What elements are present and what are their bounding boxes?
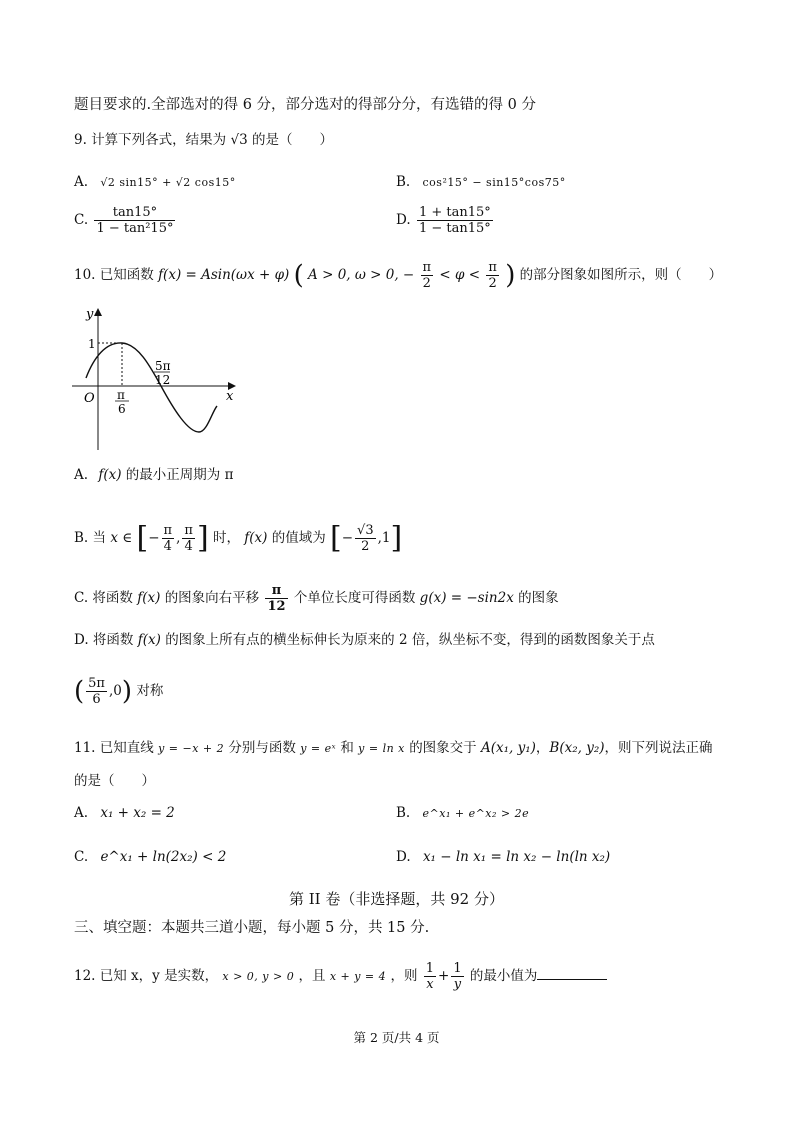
q11-stem-line2-text: 的是（ ） <box>74 773 155 789</box>
q12-frac2 <box>451 961 463 992</box>
q10-d-text: 的图象上所有点的横坐标伸长为原来的 2 倍，纵坐标不变，得到的函数图象关于点 <box>165 632 655 648</box>
q10-d-end: 对称 <box>136 683 164 699</box>
q11-stem-mid: 分别与函数 <box>228 740 296 756</box>
q11-c-label: C. <box>74 849 89 865</box>
q10-option-c <box>74 583 559 614</box>
q10-cond-pi: π <box>422 260 432 275</box>
q9-a-label: A. <box>74 174 89 190</box>
q11-a-expr: x₁ + x₂ = 2 <box>100 805 175 821</box>
q9-sqrt3: √3 <box>230 132 248 148</box>
q10-d-point-den: 6 <box>92 692 101 707</box>
q11-f1: y = eˣ <box>300 742 337 755</box>
q11-stem <box>74 742 713 756</box>
q11-d-label: D. <box>396 849 411 865</box>
q10-d-point-num: 5π <box>88 676 105 691</box>
q10-c-g: g(x) = −sin2x <box>419 590 514 606</box>
q11-option-a <box>74 807 175 821</box>
q12-plus: + <box>438 968 450 984</box>
q10-b-range-text: 的值域为 <box>271 530 326 546</box>
q11-point-a: A(x₁, y₁) <box>480 740 536 756</box>
q9-d-num: 1 + tan15° <box>418 205 491 220</box>
q9-c-den: 1 − tan²15° <box>96 221 174 236</box>
q9-stem-end: 的是（ ） <box>251 132 333 148</box>
q10-c-frac-den: 12 <box>267 599 286 614</box>
q10-b-rng-num: √3 <box>357 523 374 538</box>
q10-b-left-num: π <box>163 523 173 538</box>
q10-cond-2: 2 <box>422 276 431 291</box>
q10-stem-end: 的部分图象如图所示，则（ ） <box>519 267 723 283</box>
q10-d-point-frac <box>86 676 107 707</box>
page-footer <box>0 1028 793 1046</box>
q10-cond: A > 0, ω > 0, − <box>308 267 415 283</box>
q11-option-d <box>396 851 610 865</box>
zero-num: 5π <box>155 359 171 373</box>
q12-mid2: ，则 <box>390 968 418 984</box>
x-label: x <box>226 389 234 404</box>
q9-c-label: C. <box>74 212 89 228</box>
q11-stem-prefix: 11. 已知直线 <box>74 740 154 756</box>
q10-b-range-frac <box>355 523 376 554</box>
q10-d-point-end: ,0 <box>108 683 122 699</box>
q12-mid: ，且 <box>298 968 326 984</box>
q10-b-mid: 时， <box>212 530 240 546</box>
q10-b-fx: f(x) <box>244 530 268 546</box>
q10-d-fx: f(x) <box>137 632 161 648</box>
q9-option-c <box>74 205 177 236</box>
q12-cond1: x > 0, y > 0 <box>222 970 295 983</box>
q12-stem-text: 12. 已知 x，y 是实数， <box>74 968 219 984</box>
q10-a-text: 的最小正周期为 <box>125 467 221 483</box>
q10-cond-mid: < φ < <box>439 267 481 283</box>
q10-option-b: B. 当 x ∈ [− $\frac{\pi}{4}$ , $\frac{\pi}{4}$ ] 时， f(x) 的值域为 [− $\frac{√3}{2}$ ,1] <box>74 520 403 556</box>
q10-option-d <box>74 634 655 648</box>
q11-a-label: A. <box>74 805 89 821</box>
q10-cond-pi-2: π <box>488 260 497 275</box>
max-label: 1 <box>88 337 96 351</box>
header-note-text: 题目要求的.全部选对的得 6 分，部分选对的得部分分，有选错的得 0 分 <box>74 97 536 113</box>
q9-d-fraction <box>417 205 493 236</box>
q9-a-expr: √2 sin15° + √2 cos15° <box>100 176 236 189</box>
q10-option-a <box>74 469 233 483</box>
origin-label: O <box>84 391 95 406</box>
q10-b-left-frac <box>162 523 175 554</box>
q10-c-mid2: 个单位长度可得函数 <box>293 590 416 606</box>
q11-line-eq: y = −x + 2 <box>158 742 225 755</box>
q10-cond-frac2 <box>486 260 499 291</box>
q10-b-right-den: 4 <box>184 539 193 554</box>
pi6-den: 6 <box>118 402 126 416</box>
q10-a-val: π <box>224 467 234 483</box>
q11-stem-line2 <box>74 775 155 789</box>
q9-c-fraction <box>94 205 175 236</box>
q11-stem-end: ，则下列说法正确 <box>604 740 713 756</box>
y-label: y <box>86 307 94 322</box>
q10-option-d-line2: ( $\frac{5\pi}{6}$ ,0) 对称 <box>74 676 164 707</box>
q10-c-label: C. 将函数 <box>74 590 133 606</box>
section2-title-text: 第 II 卷（非选择题，共 92 分） <box>288 890 504 908</box>
q9-option-b <box>396 176 566 190</box>
q10-b-in: x ∈ <box>110 530 133 546</box>
y-axis-arrow <box>94 308 102 316</box>
q10-c-fx: f(x) <box>137 590 161 606</box>
q11-f2: y = ln x <box>358 742 405 755</box>
q11-stem-mid2: 的图象交于 <box>409 740 477 756</box>
q9-d-label: D. <box>396 212 411 228</box>
q9-c-num: tan15° <box>94 205 175 221</box>
q11-d-expr: x₁ − ln x₁ = ln x₂ − ln(ln x₂) <box>422 849 611 865</box>
q12-answer-blank[interactable] <box>537 967 607 980</box>
q10-cond-frac1 <box>421 260 434 291</box>
q9-stem-text: 9. 计算下列各式，结果为 <box>74 132 227 148</box>
q12-num2: 1 <box>453 961 462 976</box>
q9-b-label: B. <box>396 174 411 190</box>
q11-comma: ， <box>535 740 550 756</box>
q10-stem: 10. 已知函数 f(x) = Asin(ωx + φ) ( A > 0, ω > 0, − $\frac{\pi}{2}$ < φ < $\frac{\pi}{2}$ ) 的部分图象如图所示，则（ ） <box>74 260 723 291</box>
pi6-num: π <box>117 388 125 402</box>
q11-b-expr: e^x₁ + e^x₂ > 2e <box>422 807 530 820</box>
section3-title-text: 三、填空题：本题共三道小题，每小题 5 分，共 15 分. <box>74 920 430 936</box>
section3-title <box>74 921 429 936</box>
q10-b-left-den: 4 <box>163 539 172 554</box>
sine-curve <box>86 343 217 432</box>
q10-a-fx: f(x) <box>98 467 122 483</box>
q10-func: f(x) = Asin(ωx + φ) <box>158 267 290 283</box>
q10-b-rng-den: 2 <box>361 539 370 554</box>
q9-option-d <box>396 205 495 236</box>
q10-cond-2-2: 2 <box>488 276 497 291</box>
q12-num1: 1 <box>425 961 435 976</box>
q10-b-right-frac <box>182 523 195 554</box>
q12-end: 的最小值为 <box>469 968 538 984</box>
q11-and: 和 <box>340 740 354 756</box>
q12-stem <box>74 961 607 992</box>
q9-d-den: 1 − tan15° <box>418 221 491 236</box>
q11-b-label: B. <box>396 805 411 821</box>
section2-title <box>0 888 793 909</box>
q12-den2: y <box>453 977 462 992</box>
q12-cond2: x + y = 4 <box>329 970 387 983</box>
zero-den: 12 <box>155 373 171 387</box>
q10-stem-prefix: 10. 已知函数 <box>74 267 154 283</box>
q10-sine-graph <box>70 302 242 452</box>
q12-den1: x <box>426 977 434 992</box>
q10-c-frac-num: π <box>265 583 287 599</box>
q10-b-right-num: π <box>184 523 193 538</box>
q10-c-frac <box>265 583 287 614</box>
header-note <box>74 98 536 113</box>
q10-c-end: 的图象 <box>518 590 559 606</box>
q10-b-label: B. 当 <box>74 530 107 546</box>
q10-b-rng-end: ,1 <box>377 530 391 546</box>
q9-stem <box>74 134 333 148</box>
page-number: 第 2 页/共 4 页 <box>353 1030 440 1045</box>
q10-a-label: A. <box>74 467 89 483</box>
q11-c-expr: e^x₁ + ln(2x₂) < 2 <box>100 849 227 865</box>
q11-option-c <box>74 851 226 865</box>
q10-c-mid: 的图象向右平移 <box>164 590 260 606</box>
q9-option-a <box>74 176 236 190</box>
q11-option-b <box>396 807 529 821</box>
q9-b-expr: cos²15° − sin15°cos75° <box>422 176 566 189</box>
q10-d-label: D. 将函数 <box>74 632 134 648</box>
q11-point-b: B(x₂, y₂) <box>549 740 605 756</box>
q12-frac1 <box>424 961 436 992</box>
